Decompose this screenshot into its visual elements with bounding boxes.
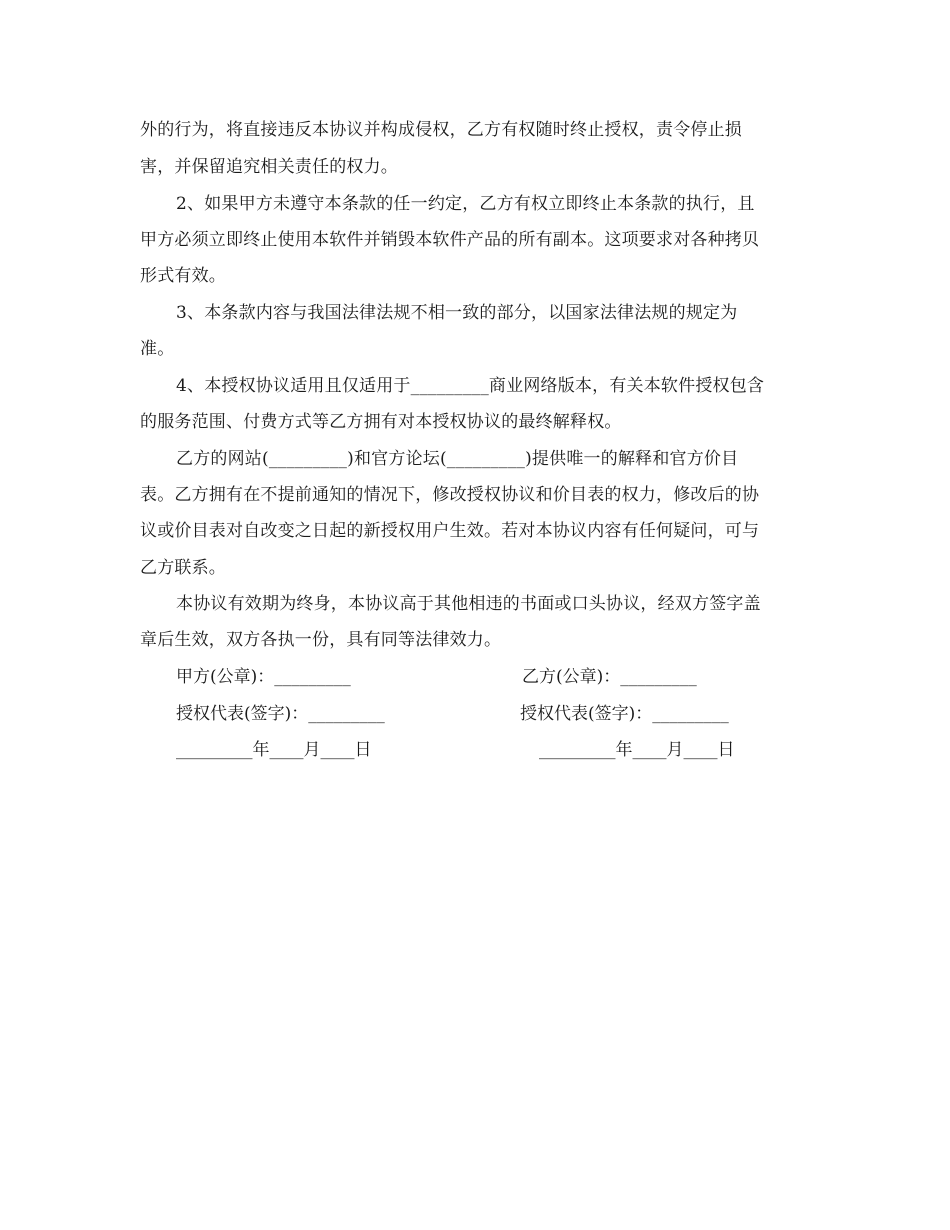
paragraph-line: 议或价目表对自改变之日起的新授权用户生效。若对本协议内容有任何疑问，可与 [140,521,760,541]
party-b-seal: 乙方(公章)：_________ [522,667,697,687]
paragraph-line: 准。 [140,339,175,359]
paragraph-line: 3、本条款内容与我国法律法规不相一致的部分，以国家法律法规的规定为 [176,303,738,323]
paragraph-line: 乙方联系。 [140,558,226,578]
paragraph-line: 2、如果甲方未遵守本条款的任一约定，乙方有权立即终止本条款的执行，且 [176,194,755,214]
party-b-representative: 授权代表(签字)：_________ [520,704,729,724]
paragraph-line: 形式有效。 [140,266,226,286]
party-b-date: _________年____月____日 [539,740,735,760]
paragraph-line: 乙方的网站(_________)和官方论坛(_________)提供唯一的解释和官方价目 [176,449,739,469]
paragraph-line: 本协议有效期为终身，本协议高于其他相违的书面或口头协议，经双方签字盖 [176,594,761,614]
paragraph-line: 甲方必须立即终止使用本软件并销毁本软件产品的所有副本。这项要求对各种拷贝 [140,230,760,250]
party-a-seal: 甲方(公章)：_________ [176,667,351,687]
paragraph-line: 的服务范围、付费方式等乙方拥有对本授权协议的最终解释权。 [140,412,622,432]
paragraph-line: 外的行为，将直接违反本协议并构成侵权，乙方有权随时终止授权，责令停止损 [140,120,742,140]
paragraph-line: 章后生效，双方各执一份，具有同等法律效力。 [140,630,502,650]
paragraph-line: 4、本授权协议适用且仅适用于_________商业网络版本，有关本软件授权包含 [176,376,765,396]
paragraph-line: 害，并保留追究相关责任的权力。 [140,157,398,177]
party-a-representative: 授权代表(签字)：_________ [176,704,385,724]
party-a-date: _________年____月____日 [176,740,372,760]
paragraph-line: 表。乙方拥有在不提前通知的情况下，修改授权协议和价目表的权力，修改后的协 [140,485,760,505]
